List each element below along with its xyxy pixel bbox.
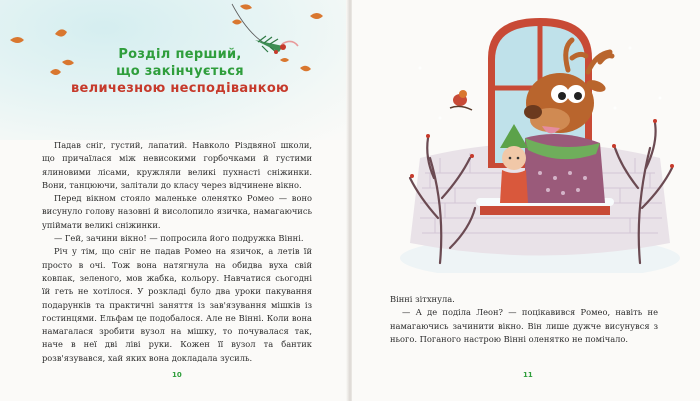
chapter-title-line-2: що закінчується bbox=[116, 64, 244, 79]
chapter-title-line-3: величезною несподіванкою bbox=[71, 81, 289, 96]
paragraph: — А де поділа Леон? — поцікавився Ромео, навіть не намагаючись зачинити вікно. Він лише дужче висунувся з нього. Поганого настрою Вінні оленятко не помічало. bbox=[390, 307, 658, 344]
page-number: 10 bbox=[172, 371, 182, 379]
right-page-text bbox=[390, 293, 658, 346]
chapter-title-line-1: Розділ перший, bbox=[118, 47, 242, 62]
left-page bbox=[0, 0, 348, 401]
paragraph: Вінні зітхнула. bbox=[390, 294, 455, 304]
page-number: 11 bbox=[523, 371, 533, 379]
paragraph: Річ у тім, що сніг не падав Ромео на язичок, а летів їй просто в очі. Тож вона натягнула на обидва вуха свій ковпак, зеленого, мов жабка, кольору. Навчатися сьогодні їй геть не хотілося. У розкладі було два уроки пакування подарунків та практичні заняття із зав'язування мішків із гостинцями. Ельфам це подобалося. Але не Вінні. Коли вона намагалася зробити вузол на мішку, то почувалася так, наче в неї дві ліві руки. Кожен її вузол та бантик розв'язувався, хай яких вона докладала зусиль. bbox=[42, 246, 312, 363]
paragraph: Перед вікном стояло маленьке оленятко Ромео — воно висунуло голову назовні й висолопило язичка, намагаючись упіймати великі сніжинки. bbox=[42, 193, 312, 230]
paragraph: — Гей, зачини вікно! — попросила його подружка Вінні. bbox=[54, 233, 304, 244]
left-page-text bbox=[42, 139, 312, 365]
paragraph: Падав сніг, густий, лапатий. Навколо Різдвяної школи, що причаїлася між невисокими горбочками й густими ялиновими лісами, кружляли великі пухнасті сніжинки. Вони, танцюючи, залітали до класу через відчинене вікно. bbox=[42, 140, 312, 190]
deer-and-elf-window-illustration bbox=[400, 8, 680, 273]
